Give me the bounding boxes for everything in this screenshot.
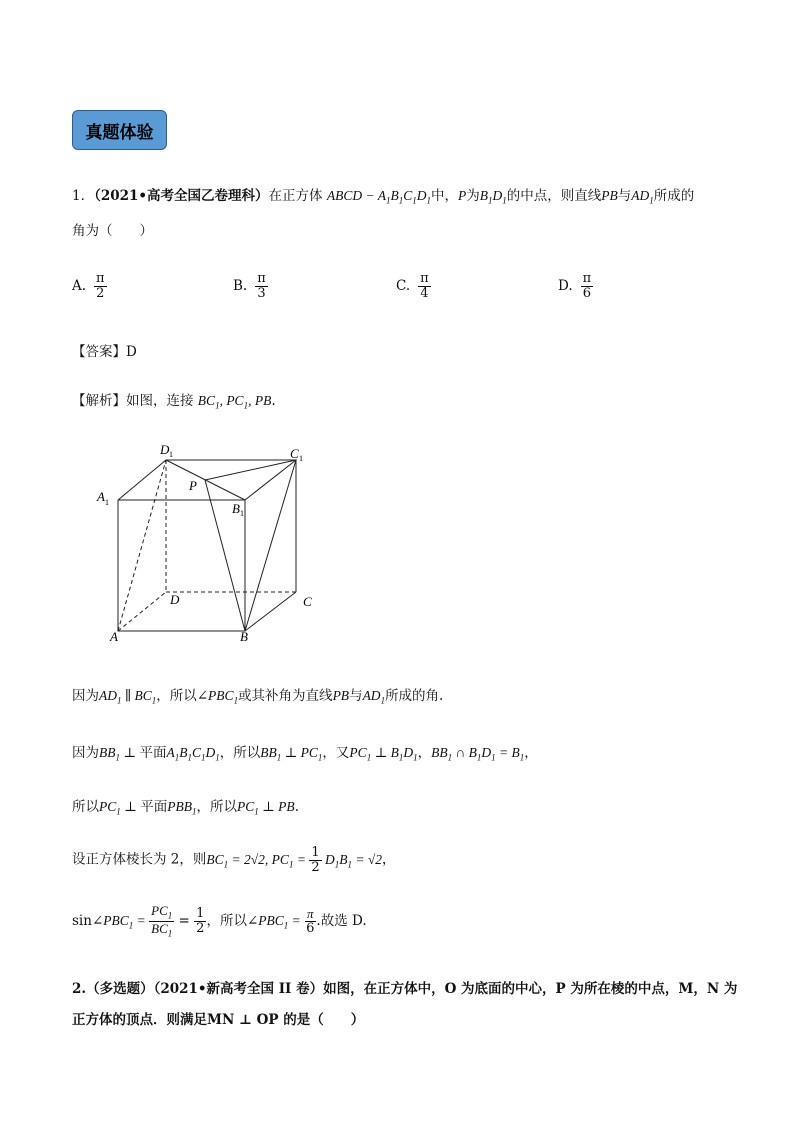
option-c[interactable]: C. $\frac{\pi}{4}$	[396, 271, 429, 301]
label-c1-sub: 1	[299, 454, 303, 463]
label-p: P	[189, 478, 197, 493]
step5: $\sin\angle PBC_1$ = $\frac{PC_1}{BC_1}$ = $\frac{1}{2}$ ，所以$\angle PBC_1$ = $\frac{\pi}{6}$ .故选 D.	[72, 903, 367, 939]
label-b1-sub: 1	[240, 509, 244, 518]
step4: 设正方体棱长为 2，则$BC_1 = 2√2$, $PC_1$ = $\frac{1}{2}$ $D_1B_1 = √2$，	[72, 845, 396, 875]
label-d: D	[170, 592, 180, 607]
q2-line1: 2.（多选题）（2021•新高考全国 II 卷）如图，在正方体中，O 为底面的中心，P 为所在棱的中点，M，N 为	[72, 981, 738, 997]
label-c: C	[303, 594, 312, 609]
option-d[interactable]: D. $\frac{\pi}{6}$	[558, 271, 592, 301]
step1: 因为$AD_1$ ∥ $BC_1$，所以$\angle PBC_1$或其补角为直线PB与$AD_1$所成的角.	[72, 688, 444, 706]
option-a[interactable]: A. $\frac{\pi}{2}$	[72, 271, 105, 301]
label-a1-sub: 1	[105, 498, 109, 507]
step2: 因为$BB_1$ ⊥ 平面$A_1B_1C_1D_1$，所以$BB_1$ ⊥ $PC_1$，又$PC_1$ ⊥ $B_1D_1$，$BB_1$ ∩ $B_1D_1 = B_1$，	[72, 745, 538, 763]
q2-line2: 正方体的顶点．则满足MN ⊥ OP 的是（ ）	[72, 1012, 365, 1028]
step3: 所以$PC_1$ ⊥ 平面$PBB_1$，所以$PC_1$ ⊥ PB.	[72, 799, 299, 817]
label-a: A	[110, 629, 118, 643]
label-b1: B	[232, 501, 240, 516]
analysis-intro: 【解析】如图，连接 $BC_1$, $PC_1$, PB.	[72, 393, 276, 411]
label-a1: A	[97, 489, 105, 504]
option-b[interactable]: B. $\frac{\pi}{3}$	[233, 271, 266, 301]
q1-stem-line2: 角为（ ）	[72, 223, 153, 239]
label-d1: D	[160, 442, 170, 457]
q1-stem-line1: 1．（2021•高考全国乙卷理科）在正方体 ABCD − $A_1B_1C_1D_1$中，P为$B_1D_1$的中点，则直线PB与$AD_1$所成的	[72, 188, 695, 206]
section-badge: 真题体验	[72, 110, 167, 150]
cube-figure	[90, 438, 330, 643]
label-d1-sub: 1	[169, 450, 173, 459]
label-c1: C	[290, 446, 299, 461]
answer-line: 【答案】D	[72, 344, 137, 360]
label-b: B	[240, 629, 248, 643]
